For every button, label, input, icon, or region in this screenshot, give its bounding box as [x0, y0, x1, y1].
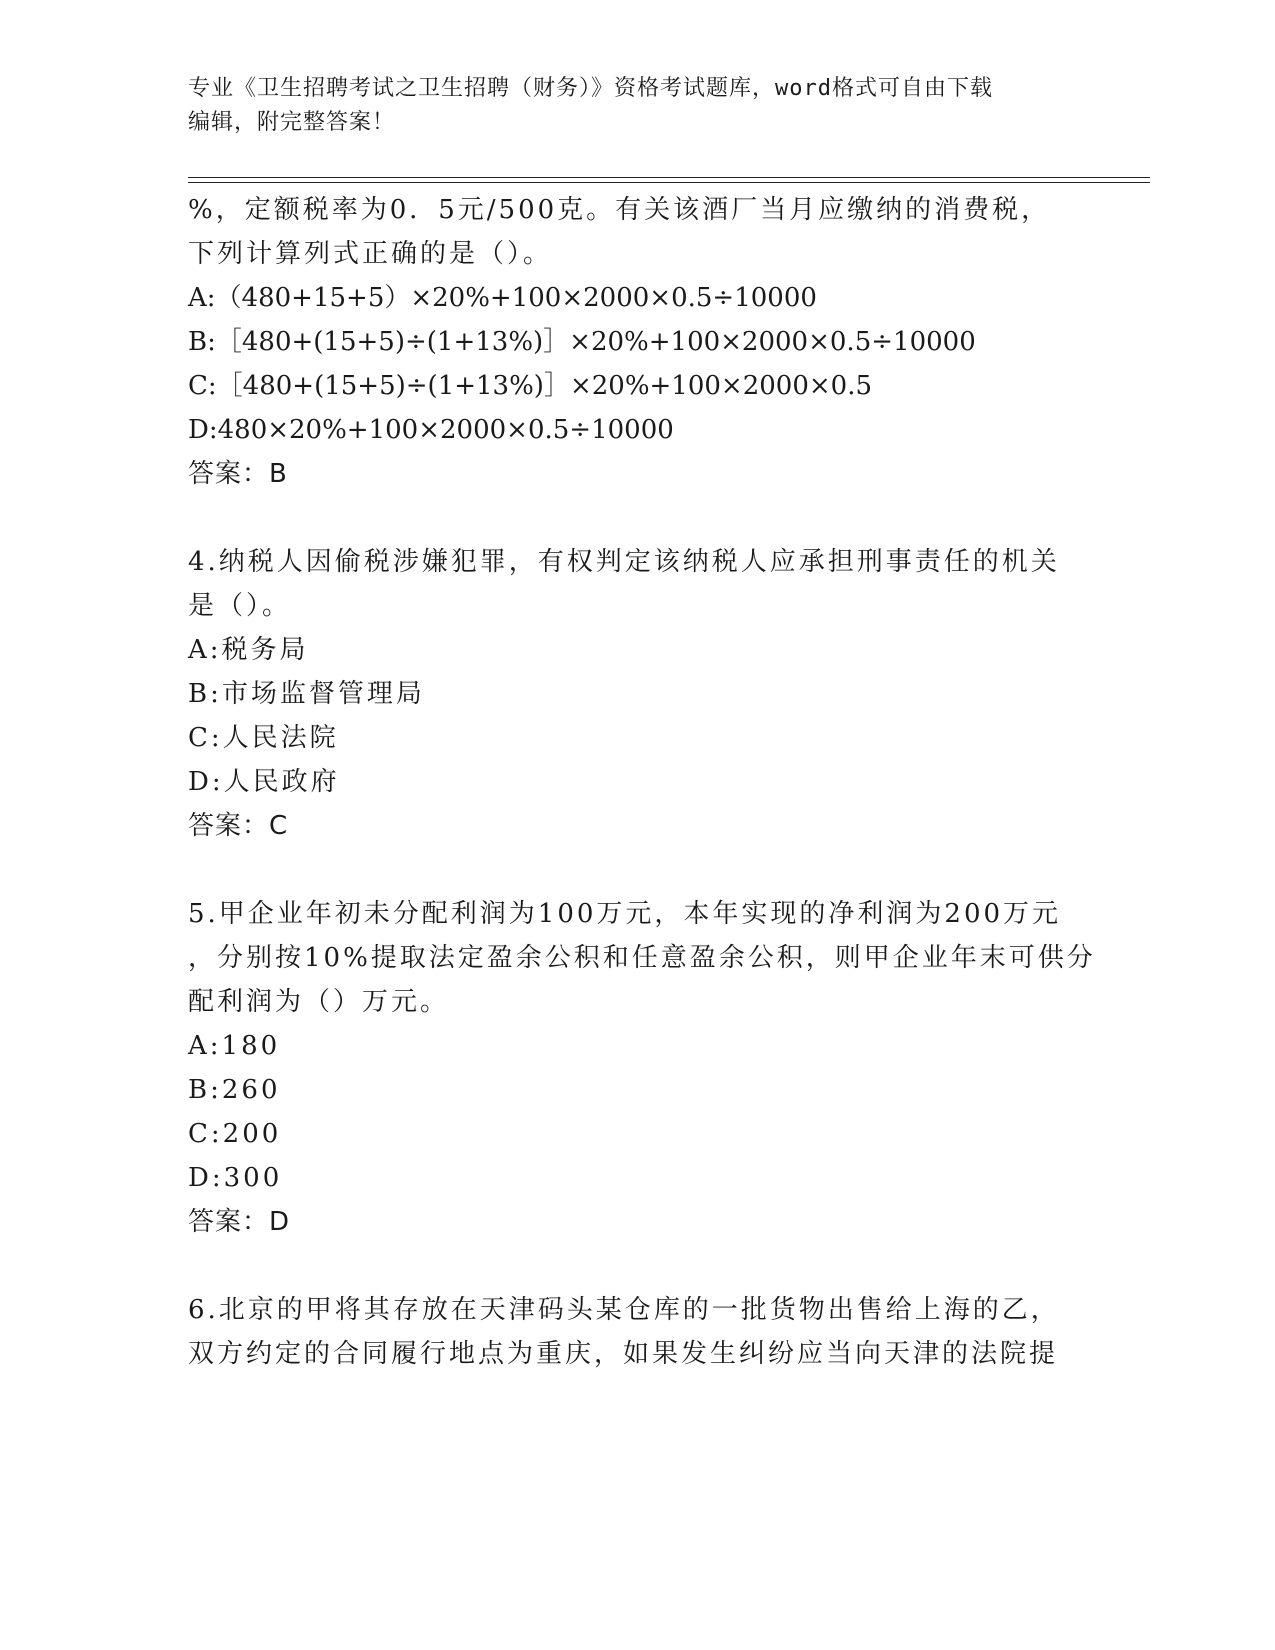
header-rule-bottom [188, 182, 1150, 183]
q5-text-line-3: 配利润为（）万元。 [188, 987, 450, 1017]
q3-text-line-1: %，定额税率为0．5元/500克。有关该酒厂当月应缴纳的消费税， [188, 195, 1051, 225]
header-line-1: 专业《卫生招聘考试之卫生招聘（财务）》资格考试题库，word格式可自由下载 [188, 76, 993, 101]
q4-answer: 答案：C [188, 811, 289, 841]
q3-option-b: B:［480+(15+5)÷(1+13%)］×20%+100×2000×0.5÷10000 [188, 327, 976, 357]
q4-text-line-2: 是（）。 [188, 591, 292, 621]
q4-option-b: B:市场监督管理局 [188, 679, 425, 709]
header-line-2: 编辑，附完整答案！ [188, 110, 396, 135]
q3-answer: 答案：B [188, 459, 288, 489]
q3-text-line-2: 下列计算列式正确的是（）。 [188, 239, 553, 269]
q4-option-c: C:人民法院 [188, 723, 339, 753]
document-header [188, 72, 1088, 140]
q5-option-b: B:260 [188, 1075, 281, 1105]
q5-option-a: A:180 [188, 1031, 281, 1061]
header-rule-top [188, 177, 1150, 178]
q6-text-line-1: 6.北京的甲将其存放在天津码头某仓库的一批货物出售给上海的乙， [188, 1295, 1060, 1325]
q3-option-c: C:［480+(15+5)÷(1+13%)］×20%+100×2000×0.5 [188, 371, 873, 401]
q3-option-a: A:（480+15+5）×20%+100×2000×0.5÷10000 [188, 283, 817, 313]
q5-answer: 答案：D [188, 1207, 291, 1237]
q5-text-line-2: ，分别按10%提取法定盈余公积和任意盈余公积，则甲企业年末可供分 [188, 943, 1096, 973]
q4-option-d: D:人民政府 [188, 767, 340, 797]
q5-text-line-1: 5.甲企业年初未分配利润为100万元，本年实现的净利润为200万元 [188, 899, 1062, 929]
q6-text-line-2: 双方约定的合同履行地点为重庆，如果发生纠纷应当向天津的法院提 [188, 1339, 1059, 1369]
q4-text-line-1: 4.纳税人因偷税涉嫌犯罪，有权判定该纳税人应承担刑事责任的机关 [188, 547, 1060, 577]
q3-option-d: D:480×20%+100×2000×0.5÷10000 [188, 415, 674, 445]
q4-option-a: A:税务局 [188, 635, 309, 665]
q5-option-d: D:300 [188, 1163, 283, 1193]
q5-option-c: C:200 [188, 1119, 282, 1149]
